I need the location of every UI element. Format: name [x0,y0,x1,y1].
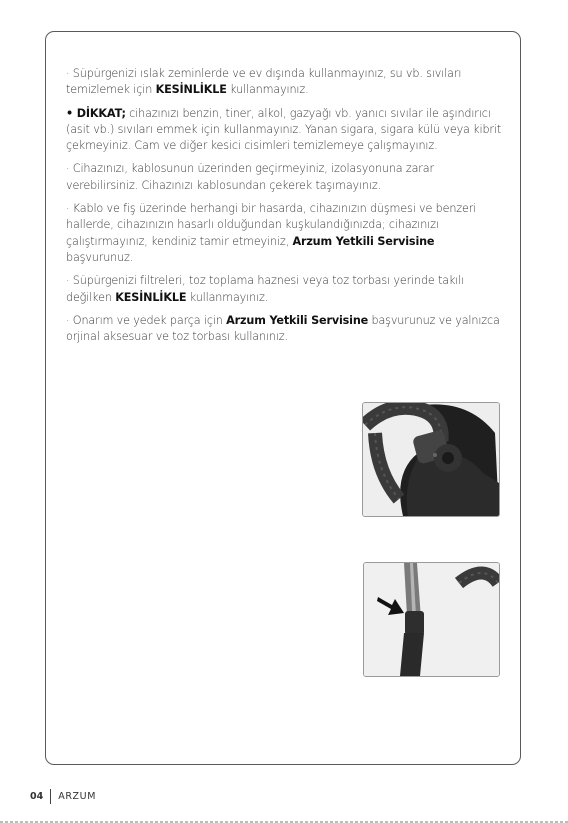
photo-hose-connection [362,402,500,517]
paragraph-text: kullanmayınız. [226,83,309,97]
photo-telescopic-tube [363,562,500,677]
paragraph-text: · Onarım ve yedek parça için [66,313,227,327]
paragraph-text: başvurunuz ve yalnızca orjinal aksesuar ve toz torbası kullanınız. [66,313,500,344]
paragraph-text: · Kablo ve fiş üzerinde herhangi bir hasarda, cihazınızın düşmesi ve benzeri hallerde, cihazınızın hasarlı olduğundan kuşkulandığınızda; cihazınızı çalıştırmayınız, kendiniz tamir etmeyiniz, [66,202,477,248]
instruction-paragraph [66,106,502,155]
emphasis-text: KESİNLİKLE [155,83,227,97]
safety-instructions [66,66,502,352]
footer-brand: ARZUM [58,790,96,802]
emphasis-text: Arzum Yetkili Servisine [226,313,369,327]
emphasis-text: Arzum Yetkili Servisine [292,234,435,248]
paragraph-text: · Süpürgenizi ıslak zeminlerde ve ev dışında kullanmayınız, su vb. sıvıları temizlemek için [66,67,462,97]
instruction-paragraph [66,273,502,306]
emphasis-text: KESİNLİKLE [115,290,187,304]
instruction-paragraph [66,66,502,99]
paragraph-text: cihazınızı benzin, tiner, alkol, gazyağı vb. yanıcı sıvılar ile aşındırıcı (asit vb.) sıvıları emmek için kullanmayınız. Yanan sigara, sigara külü veya kibrit çekmeyiniz. Cam ve diğer kesici cisimleri temizlemeye çalışmayınız. [66,106,502,153]
paragraph-text: · Cihazınızı, kablosunun üzerinden geçirmeyiniz, izolasyonuna zarar verebilirsiniz. Cihazınızı kablosundan çekerek taşımayınız. [66,162,434,192]
page-footer [30,788,96,804]
paragraph-text: · Süpürgenizi filtreleri, toz toplama haznesi veya toz torbası yerinde takılı değilken [66,274,465,304]
page-number: 04 [30,790,44,802]
instruction-paragraph [66,201,502,266]
instruction-paragraph [66,313,502,346]
instruction-paragraph [66,161,502,194]
hose-connection-illustration [363,403,499,516]
paragraph-text: başvurunuz. [66,250,134,264]
footer-divider [50,789,51,804]
paragraph-text: kullanmayınız. [186,290,269,304]
emphasis-text: • DİKKAT; [66,106,126,120]
telescopic-tube-illustration [364,563,499,676]
